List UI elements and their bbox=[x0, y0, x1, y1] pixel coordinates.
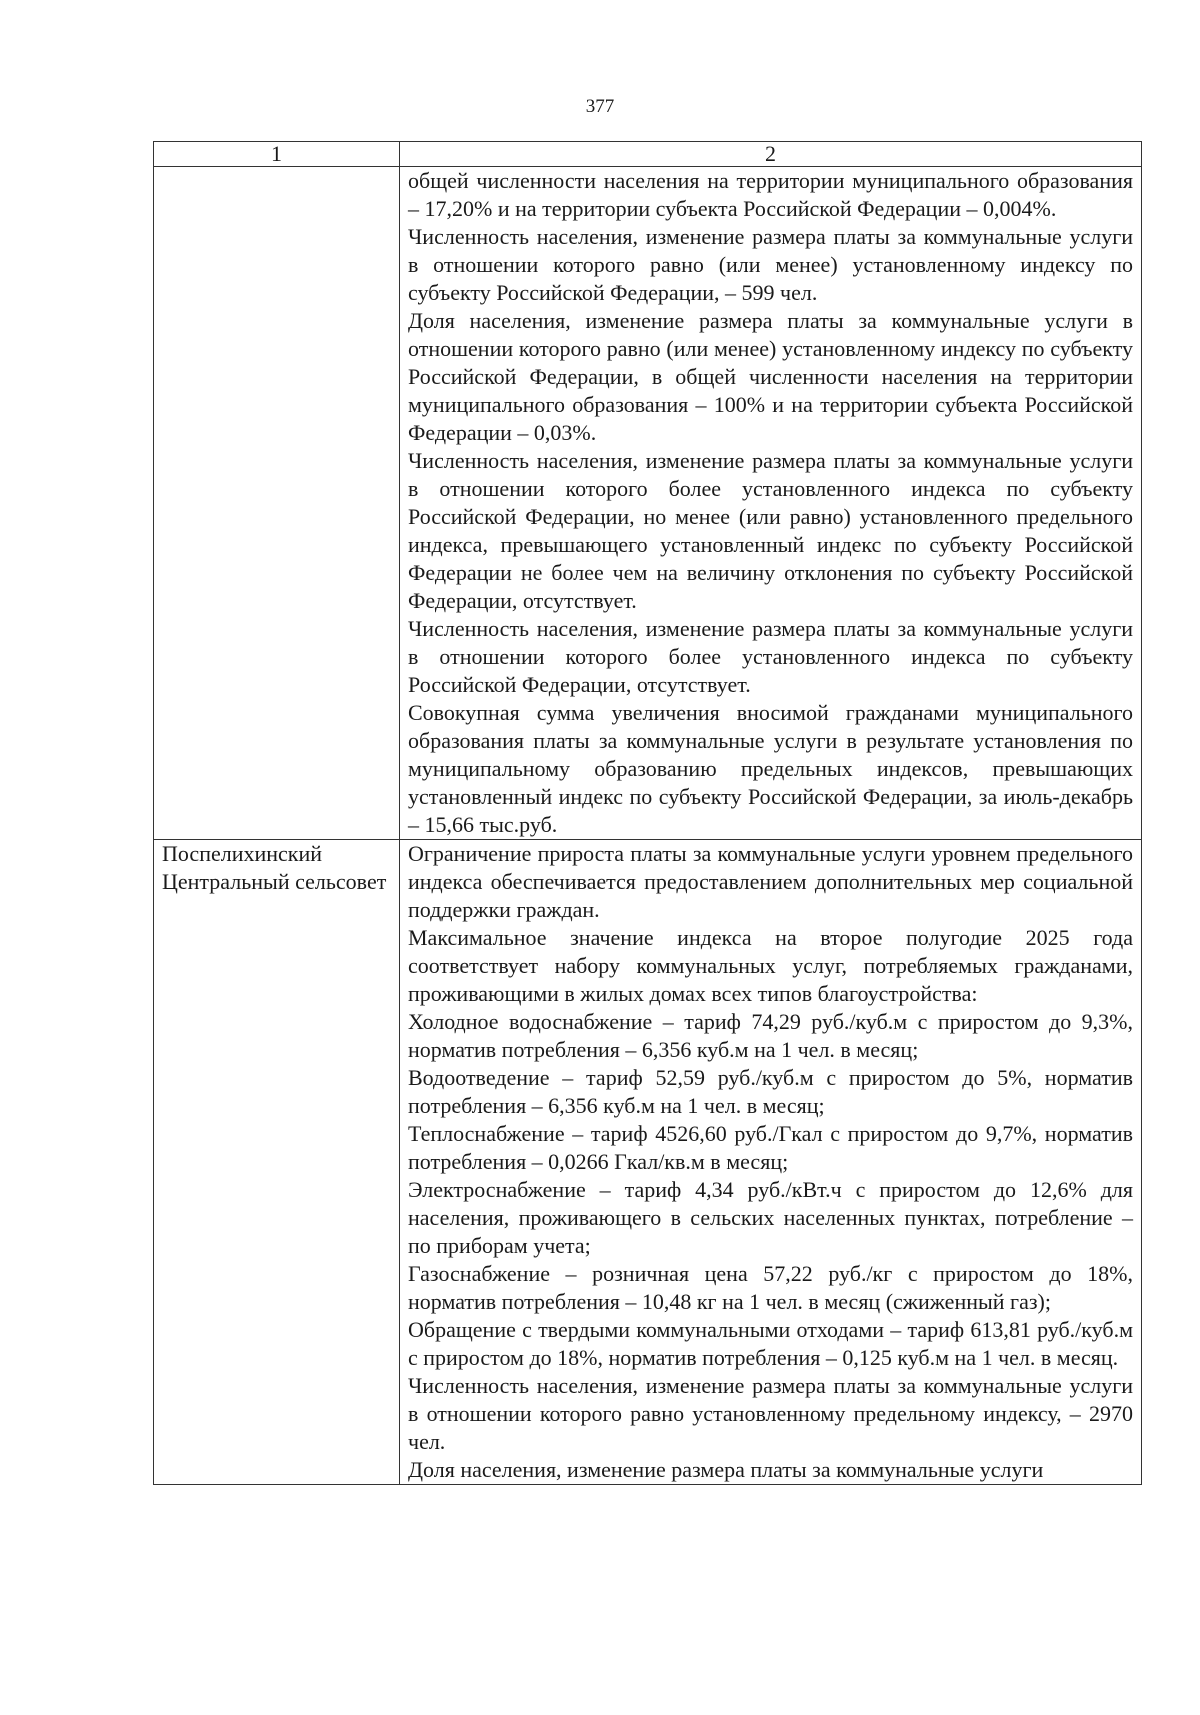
paragraph: общей численности населения на территории муниципального образования – 17,20% и на территории субъекта Российской Федерации – 0,004%. bbox=[408, 168, 1133, 221]
paragraph: Обращение с твердыми коммунальными отходами – тариф 613,81 руб./куб.м с приростом до 18%, норматив потребления – 0,125 куб.м на 1 чел. в месяц. bbox=[408, 1317, 1133, 1370]
paragraph: Холодное водоснабжение – тариф 74,29 руб./куб.м с приростом до 9,3%, норматив потребления – 6,356 куб.м на 1 чел. в месяц; bbox=[408, 1009, 1133, 1062]
paragraph: Численность населения, изменение размера платы за коммунальные услуги в отношении которого более установленного индекса по субъекту Российской Федерации, но менее (или равно) установленного предельного индекса, превышающего установленный индекс по субъекту Российской Федерации не более чем на величину отклонения по субъекту Российской Федерации, отсутствует. bbox=[408, 448, 1133, 613]
paragraph: Доля населения, изменение размера платы за коммунальные услуги bbox=[408, 1457, 1044, 1482]
paragraph: Электроснабжение – тариф 4,34 руб./кВт.ч с приростом до 12,6% для населения, проживающего в сельских населенных пунктах, потребление – по приборам учета; bbox=[408, 1177, 1133, 1258]
table-header-col-2: 2 bbox=[400, 142, 1142, 167]
paragraph: Газоснабжение – розничная цена 57,22 руб./кг с приростом до 18%, норматив потребления – 10,48 кг на 1 чел. в месяц (сжиженный газ); bbox=[408, 1261, 1133, 1314]
table-row bbox=[154, 167, 1142, 840]
paragraph: Совокупная сумма увеличения вносимой гражданами муниципального образования платы за коммунальные услуги в результате установления по муниципальному образованию предельных индексов, превышающих установленный индекс по субъекту Российской Федерации, за июль-декабрь – 15,66 тыс.руб. bbox=[408, 700, 1133, 837]
description-cell bbox=[400, 167, 1142, 840]
paragraph: Численность населения, изменение размера платы за коммунальные услуги в отношении которого равно (или менее) установленному индексу по субъекту Российской Федерации, – 599 чел. bbox=[408, 224, 1133, 305]
description-cell bbox=[400, 840, 1142, 1485]
paragraph: Численность населения, изменение размера платы за коммунальные услуги в отношении которого равно установленному предельному индексу, – 2970 чел. bbox=[408, 1373, 1133, 1454]
paragraph: Водоотведение – тариф 52,59 руб./куб.м с приростом до 5%, норматив потребления – 6,356 куб.м на 1 чел. в месяц; bbox=[408, 1065, 1133, 1118]
table-header-col-1: 1 bbox=[154, 142, 400, 167]
municipality-cell bbox=[154, 167, 400, 840]
paragraph: Ограничение прироста платы за коммунальные услуги уровнем предельного индекса обеспечивается предоставлением дополнительных мер социальной поддержки граждан. bbox=[408, 841, 1133, 922]
page-number: 377 bbox=[585, 96, 615, 117]
document-table bbox=[153, 141, 1142, 1485]
municipality-cell: Поспелихинский Центральный сельсовет bbox=[154, 840, 400, 1485]
paragraph: Теплоснабжение – тариф 4526,60 руб./Гкал с приростом до 9,7%, норматив потребления – 0,0266 Гкал/кв.м в месяц; bbox=[408, 1121, 1133, 1174]
table-row bbox=[154, 840, 1142, 1485]
table-header-row bbox=[154, 142, 1142, 167]
paragraph: Доля населения, изменение размера платы за коммунальные услуги в отношении которого равно (или менее) установленному индексу по субъекту Российской Федерации, в общей численности населения на территории муниципального образования – 100% и на территории субъекта Российской Федерации – 0,03%. bbox=[408, 308, 1133, 445]
paragraph: Численность населения, изменение размера платы за коммунальные услуги в отношении которого более установленного индекса по субъекту Российской Федерации, отсутствует. bbox=[408, 616, 1133, 697]
paragraph: Максимальное значение индекса на второе полугодие 2025 года соответствует набору коммунальных услуг, потребляемых гражданами, проживающими в жилых домах всех типов благоустройства: bbox=[408, 925, 1133, 1006]
